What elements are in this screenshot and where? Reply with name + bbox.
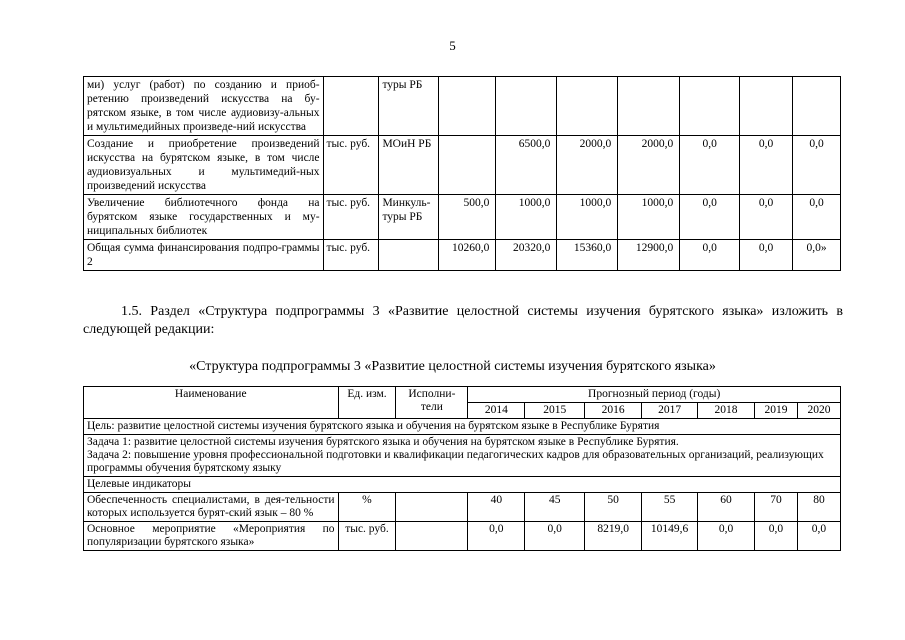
value-cell xyxy=(557,77,618,136)
value-cell: 0,0 xyxy=(740,136,793,195)
value-cell: 60 xyxy=(698,493,755,522)
table-row xyxy=(84,240,841,271)
subprogram-2-table-continuation xyxy=(83,76,841,271)
value-cell: 0,0 xyxy=(740,240,793,271)
value-cell: 500,0 xyxy=(439,195,496,240)
table-row xyxy=(84,522,841,551)
row-unit xyxy=(323,77,379,136)
table-title: «Структура подпрограммы 3 «Развитие целостной системы изучения бурятского языка» xyxy=(189,359,716,374)
table-row xyxy=(84,77,841,136)
header-unit: Ед. изм. xyxy=(338,387,396,419)
value-cell xyxy=(793,77,841,136)
row-unit: тыс. руб. xyxy=(323,240,379,271)
value-cell: 8219,0 xyxy=(585,522,642,551)
value-cell: 0,0 xyxy=(680,195,740,240)
value-cell: 0,0 xyxy=(793,195,841,240)
header-executors: Исполни-тели xyxy=(396,387,468,419)
value-cell xyxy=(618,77,680,136)
value-cell: 80 xyxy=(797,493,840,522)
year-header: 2017 xyxy=(642,403,698,419)
row-unit: тыс. руб. xyxy=(323,195,379,240)
value-cell xyxy=(496,77,557,136)
value-cell: 0,0 xyxy=(755,522,798,551)
year-header: 2018 xyxy=(698,403,755,419)
row-name: Увеличение библиотечного фонда на бурятском языке государственных и му-ниципальных библиотек xyxy=(84,195,324,240)
row-name: Обеспеченность специалистами, в дея-тельности которых используется бурят-ский язык – 80 % xyxy=(84,493,339,522)
value-cell: 0,0» xyxy=(793,240,841,271)
row-name: Основное мероприятие «Мероприятия по популяризации бурятского языка» xyxy=(84,522,339,551)
year-header: 2014 xyxy=(468,403,525,419)
value-cell: 20320,0 xyxy=(496,240,557,271)
value-cell: 40 xyxy=(468,493,525,522)
task-1: Задача 1: развитие целостной системы изучения бурятского языка и обучения на бурятском языке в Республике Бурятия. xyxy=(87,436,679,448)
header-period: Прогнозный период (годы) xyxy=(468,387,841,403)
value-cell: 0,0 xyxy=(698,522,755,551)
value-cell: 70 xyxy=(755,493,798,522)
value-cell: 0,0 xyxy=(797,522,840,551)
value-cell xyxy=(439,77,496,136)
value-cell: 55 xyxy=(642,493,698,522)
value-cell: 45 xyxy=(525,493,585,522)
task-2: Задача 2: повышение уровня профессиональной подготовки и квалификации педагогических кадров для образовательных организаций, реализующих программы обучения бурятскому языку xyxy=(87,449,824,474)
row-name: Общая сумма финансирования подпро-граммы 2 xyxy=(84,240,324,271)
value-cell: 6500,0 xyxy=(496,136,557,195)
row-executor xyxy=(379,240,439,271)
header-name: Наименование xyxy=(84,387,339,419)
value-cell: 10260,0 xyxy=(439,240,496,271)
value-cell xyxy=(680,77,740,136)
value-cell: 1000,0 xyxy=(618,195,680,240)
value-cell: 2000,0 xyxy=(557,136,618,195)
row-unit: тыс. руб. xyxy=(338,522,396,551)
row-executor: МОиН РБ xyxy=(379,136,439,195)
table-row xyxy=(84,195,841,240)
table-row xyxy=(84,136,841,195)
value-cell: 0,0 xyxy=(525,522,585,551)
task-row xyxy=(84,435,841,477)
value-cell: 2000,0 xyxy=(618,136,680,195)
value-cell xyxy=(439,136,496,195)
page-number: 5 xyxy=(449,38,456,53)
row-unit: % xyxy=(338,493,396,522)
row-executor: Минкуль-туры РБ xyxy=(379,195,439,240)
year-header: 2016 xyxy=(585,403,642,419)
year-header: 2015 xyxy=(525,403,585,419)
table-row xyxy=(84,493,841,522)
goal-row: Цель: развитие целостной системы изучения бурятского языка и обучения на бурятском языке в Республике Бурятия xyxy=(84,419,841,435)
value-cell: 1000,0 xyxy=(496,195,557,240)
value-cell: 10149,6 xyxy=(642,522,698,551)
value-cell xyxy=(740,77,793,136)
row-name: Создание и приобретение произведений искусства на бурятском языке, в том числе аудиовизуальных и мультимедий-ных произведений искусства xyxy=(84,136,324,195)
value-cell: 0,0 xyxy=(680,240,740,271)
row-unit: тыс. руб. xyxy=(323,136,379,195)
value-cell: 15360,0 xyxy=(557,240,618,271)
value-cell: 0,0 xyxy=(468,522,525,551)
section-paragraph: 1.5. Раздел «Структура подпрограммы 3 «Развитие целостной системы изучения бурятского языка» изложить в следующей редакции: xyxy=(83,304,843,337)
row-executor: туры РБ xyxy=(379,77,439,136)
value-cell: 0,0 xyxy=(793,136,841,195)
year-header: 2020 xyxy=(797,403,840,419)
value-cell: 0,0 xyxy=(740,195,793,240)
value-cell: 12900,0 xyxy=(618,240,680,271)
row-executor xyxy=(396,522,468,551)
indicators-row: Целевые индикаторы xyxy=(84,477,841,493)
row-name: ми) услуг (работ) по созданию и приоб-ретению произведений искусства на бу-рятском языке, в том числе аудиовизу-альных и мультимедийных произведе-ний искусства xyxy=(84,77,324,136)
value-cell: 0,0 xyxy=(680,136,740,195)
row-executor xyxy=(396,493,468,522)
value-cell: 50 xyxy=(585,493,642,522)
year-header: 2019 xyxy=(755,403,798,419)
value-cell: 1000,0 xyxy=(557,195,618,240)
subprogram-3-structure-table xyxy=(83,386,841,551)
